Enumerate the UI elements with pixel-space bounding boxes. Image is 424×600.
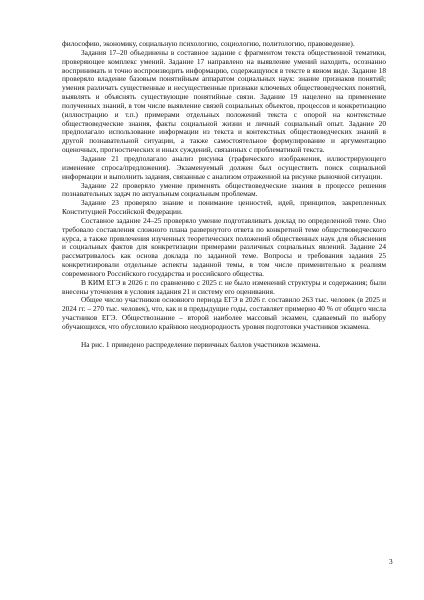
- paragraph-task-21: Задание 21 предполагало анализ рисунка (графического изображения, иллюстрирующего изменение спроса/предложения). Экзаменуемый должен был осуществить поиск социальной информации и выполнить задания, связанные с анализом отраженной на рисунке рыночной ситуации.: [62, 153, 386, 181]
- paragraph-tasks-24-25: Составное задание 24–25 проверяло умение подготавливать доклад по определенной теме. Оно требовало составления сложного плана развернутого ответа по конкретной теме обществоведческого курса, а также привлечения изученных теоретических положений общественных наук для объяснения и социальных фактов для конкретизации примерами различных социальных явлений. Задание 24 рассматривалось как основа доклада по заданной теме. Вопросы и требования задания 25 конкретизировали отдельные аспекты заданной темы, в том числе применительно к реалиям современного Российского государства и российского общества.: [62, 215, 386, 278]
- paragraph-intro-continuation: философию, экономику, социальную психологию, социологию, политологию, правоведение).: [62, 39, 355, 48]
- document-body: [62, 40, 386, 350]
- paragraph-task-23: Задание 23 проверяло знание и понимание ценностей, идей, принципов, закрепленных Конституцией Российской Федерации.: [62, 198, 386, 217]
- paragraph-task-22: Задание 22 проверяло умение применять обществоведческие знания в процессе решения познавательных задач по актуальным социальным проблемам.: [62, 180, 386, 199]
- paragraph-kim-changes: В КИМ ЕГЭ в 2026 г. по сравнению с 2025 г. не было изменений структуры и содержания; были внесены уточнения в условия задания 21 и систему его оценивания.: [62, 277, 386, 296]
- paragraph-participants: Общее число участников основного периода ЕГЭ в 2026 г. составило 263 тыс. человек (в 2025 и 2024 гг. – 270 тыс. человек), что, как и в предыдущие годы, составляет примерно 40 % от общего числа участников ЕГЭ. Обществознание – второй наиболее массовый экзамен, сдаваемый по выбору обучающихся, что обусловило крайнюю неоднородность уровня подготовки участников экзамена.: [62, 295, 386, 331]
- paragraph-tasks-17-20: Задания 17–20 объединены в составное задание с фрагментом текста общественной тематики, проверяющее комплекс умений. Задание 17 направлено на выявление умений находить, осознанно воспринимать и точно воспроизводить информацию, содержащуюся в тексте в явном виде. Задание 18 проверяло владение базовым понятийным аппаратом социальных наук: знание признаков понятий; умения различать существенные и несущественные признаки ключевых обществоведческих понятий, выявлять и объяснять существующие понятийные связи. Задание 19 нацелено на применение полученных знаний, в том числе выявление связей социальных объектов, процессов и конкретизацию (иллюстрацию и т.п.) примерами отдельных положений текста с опорой на контекстные обществоведческие знания, факты социальной жизни и личный социальный опыт. Задание 20 предполагало использование информации из текста и контекстных обществоведческих знаний в другой познавательной ситуации, а также самостоятельное формулирование и аргументацию оценочных, прогностических и иных суждений, связанных с проблематикой текста.: [62, 47, 386, 155]
- page-number: 3: [389, 557, 393, 566]
- paragraph-figure-reference: На рис. 1 приведено распределение первичных баллов участников экзамена.: [81, 339, 321, 349]
